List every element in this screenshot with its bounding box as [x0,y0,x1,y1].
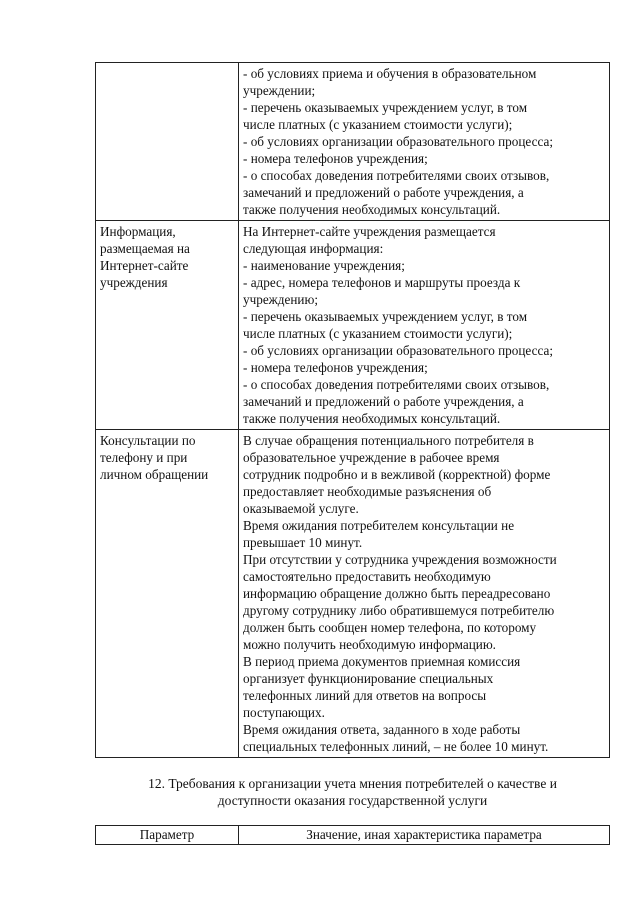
row-label-line: Консультации по [100,433,196,448]
row-content-line: превышает 10 минут. [243,535,363,550]
row-content-line: В период приема документов приемная комиссия [243,654,521,669]
row-content-line: оказываемой услуге. [243,501,359,516]
row-content-line: - адрес, номера телефонов и маршруты проезда к [243,275,521,290]
row-content-line: замечаний и предложений о работе учреждения, а [243,394,524,409]
row-content-line: информацию обращение должно быть переадресовано [243,586,551,601]
table-row [96,221,610,430]
row-content-line: числе платных (с указанием стоимости услуги); [243,326,513,341]
row-content-line: На Интернет-сайте учреждения размещается [243,224,496,239]
row-content-line: самостоятельно предоставить необходимую [243,569,491,584]
table-row [96,63,610,221]
table-row [96,430,610,758]
row-content-cell [239,221,610,430]
row-content-line: - перечень оказываемых учреждением услуг, в том [243,309,528,324]
section-heading-line-2: доступности оказания государственной услуги [217,793,488,808]
row-content-line: числе платных (с указанием стоимости услуги); [243,117,513,132]
row-content-line: телефонных линий для ответов на вопросы [243,688,487,703]
row-content-line: учреждении; [243,83,316,98]
row-content-line: Время ожидания ответа, заданного в ходе работы [243,722,521,737]
row-content-line: специальных телефонных линий, – не более 10 минут. [243,739,549,754]
row-content-line: также получения необходимых консультаций. [243,411,501,426]
parameters-header-row [96,826,610,845]
row-content-line: можно получить необходимую информацию. [243,637,496,652]
row-label-line: размещаемая на [100,241,190,256]
row-content-line: организует функционирование специальных [243,671,494,686]
row-label-cell [96,221,239,430]
row-content-line: - о способах доведения потребителями своих отзывов, [243,168,550,183]
row-label-line: учреждения [100,275,168,290]
row-content-line: При отсутствии у сотрудника учреждения возможности [243,552,557,567]
row-content-line: предоставляет необходимые разъяснения об [243,484,492,499]
row-content-line: замечаний и предложений о работе учреждения, а [243,185,524,200]
value-column-header: Значение, иная характеристика параметра [239,826,610,845]
section-heading [95,775,610,809]
row-content-line: следующая информация: [243,241,384,256]
row-label-line: Интернет-сайте [100,258,189,273]
row-content-cell [239,430,610,758]
row-content-line: учреждению; [243,292,318,307]
row-content-line: В случае обращения потенциального потребителя в [243,433,534,448]
row-content-line: поступающих. [243,705,325,720]
row-content-line: другому сотруднику либо обратившемуся потребителю [243,603,555,618]
parameter-column-header: Параметр [96,826,239,845]
row-content-line: - об условиях организации образовательного процесса; [243,343,553,358]
row-content-line: должен быть сообщен номер телефона, по которому [243,620,537,635]
row-label-line: телефону и при [100,450,188,465]
row-content-line: - об условиях приема и обучения в образовательном [243,66,537,81]
parameters-table [95,825,610,845]
row-content-line: - номера телефонов учреждения; [243,151,428,166]
row-content-line: - о способах доведения потребителями своих отзывов, [243,377,550,392]
row-content-line: - перечень оказываемых учреждением услуг, в том [243,100,528,115]
row-content-line: - об условиях организации образовательного процесса; [243,134,553,149]
row-content-line: также получения необходимых консультаций. [243,202,501,217]
row-content-cell [239,63,610,221]
row-content-line: образовательное учреждение в рабочее время [243,450,500,465]
row-content-line: сотрудник подробно и в вежливой (корректной) форме [243,467,551,482]
row-content-line: Время ожидания потребителем консультации не [243,518,515,533]
row-label-cell [96,63,239,221]
row-label-cell [96,430,239,758]
section-heading-line-1: 12. Требования к организации учета мнения потребителей о качестве и [148,776,557,791]
row-content-line: - наименование учреждения; [243,258,405,273]
row-label-line: личном обращении [100,467,209,482]
row-label-line: Информация, [100,224,176,239]
requirements-table [95,62,610,758]
row-content-line: - номера телефонов учреждения; [243,360,428,375]
